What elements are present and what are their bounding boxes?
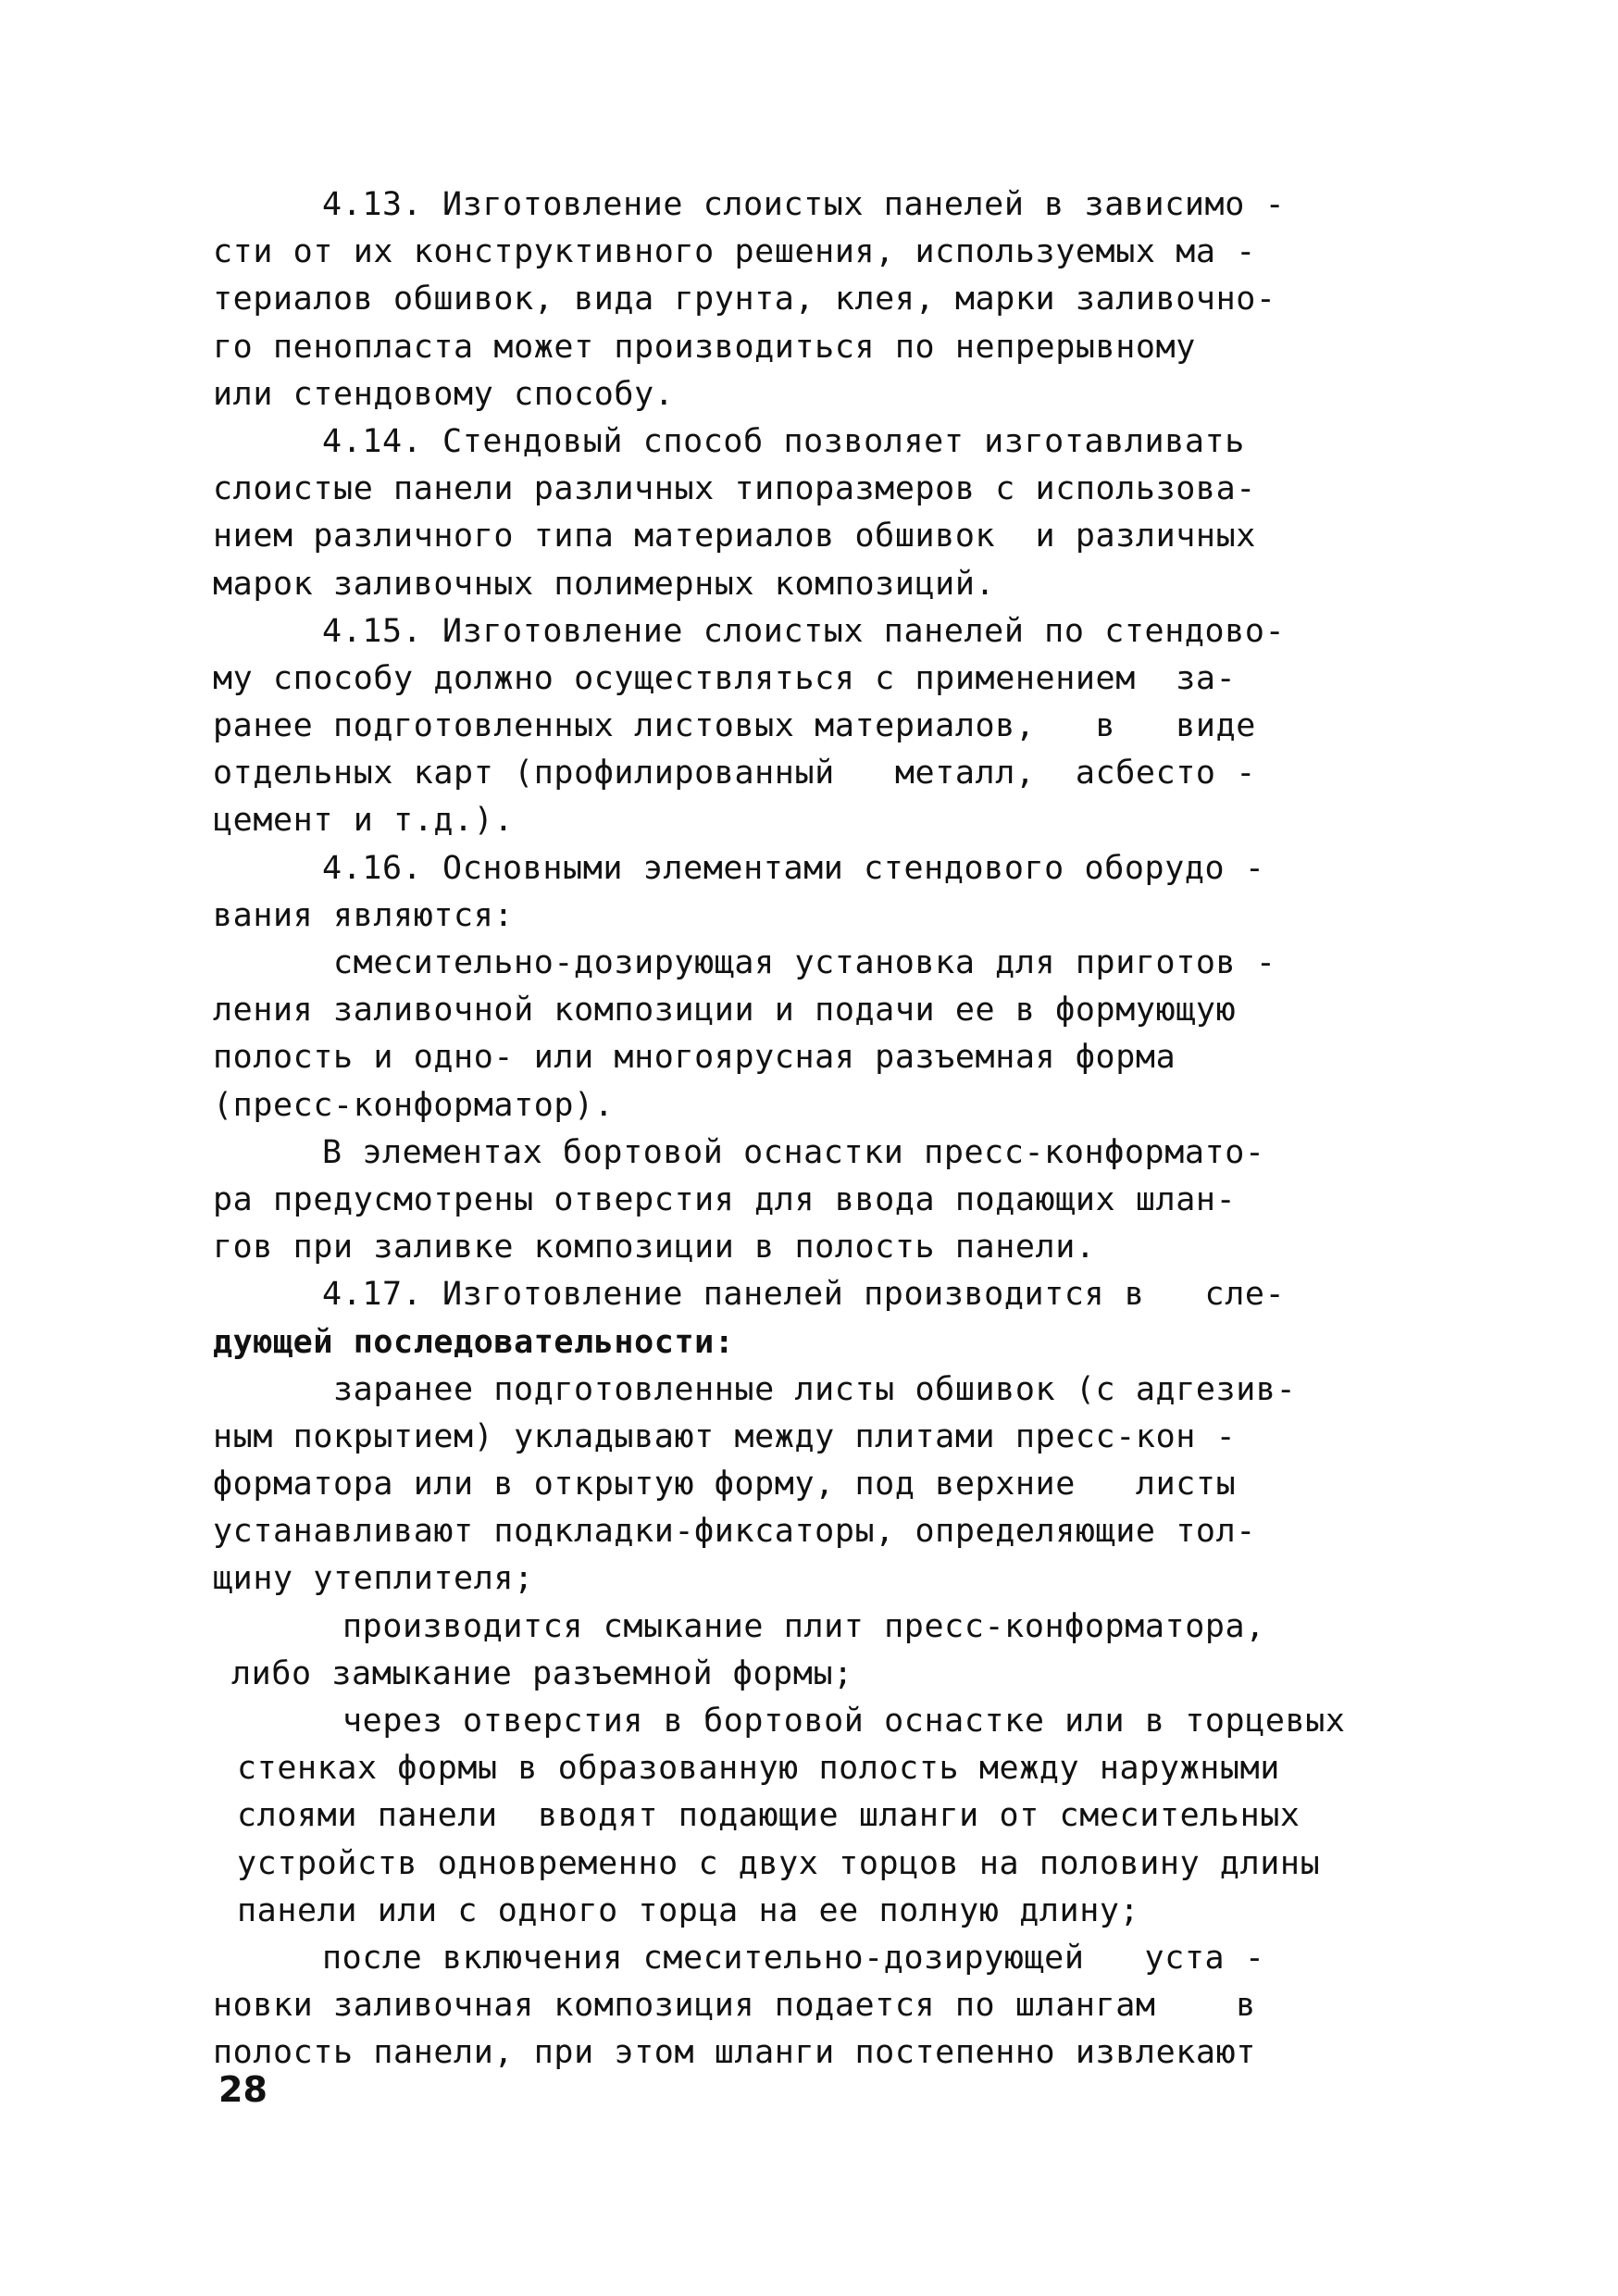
text-line: после включения смесительно-дозирующей уста - <box>322 1939 1265 1977</box>
text-line: нием различного типа материалов обшивок и различных <box>213 518 1256 555</box>
text-line: щину утеплителя; <box>213 1560 534 1598</box>
text-line: панели или с одного торца на ее полную длину; <box>237 1891 1140 1929</box>
text-line: 4.14. Стендовый способ позволяет изготавливать <box>322 422 1245 460</box>
text-line: териалов обшивок, вида грунта, клея, марки заливочно- <box>213 281 1276 318</box>
body-text <box>213 181 1435 2078</box>
text-line: устанавливают подкладки-фиксаторы, определяющие тол- <box>213 1513 1256 1551</box>
text-line: 4.17. Изготовление панелей производится в сле- <box>322 1276 1286 1314</box>
text-line: вания являются: <box>213 896 515 934</box>
text-line: му способу должно осуществляться с применением за- <box>213 659 1237 697</box>
text-line: ра предусмотрены отверстия для ввода подающих шлан- <box>213 1180 1237 1218</box>
text-line: гов при заливке композиции в полость панели. <box>213 1229 1096 1267</box>
text-line: ранее подготовленных листовых материалов, в виде <box>213 707 1256 745</box>
text-line: В элементах бортовой оснастки пресс-конформато- <box>322 1133 1265 1171</box>
text-line: цемент и т.д.). <box>213 802 515 840</box>
text-line: смесительно-дозирующая установка для приготов - <box>333 944 1276 981</box>
text-line: марок заливочных полимерных композиций. <box>213 565 996 603</box>
page-number: 28 <box>218 2069 268 2110</box>
text-line: заранее подготовленные листы обшивок (с адгезив- <box>333 1370 1297 1408</box>
text-line: 4.13. Изготовление слоистых панелей в зависимо - <box>322 186 1286 223</box>
text-line: 4.16. Основными элементами стендового оборудо - <box>322 849 1265 887</box>
text-line: устройств одновременно с двух торцов на половину длины <box>237 1844 1321 1882</box>
text-line: полость панели, при этом шланги постепенно извлекают <box>213 2034 1256 2072</box>
text-line: ным покрытием) укладывают между плитами пресс-кон - <box>213 1417 1237 1455</box>
text-line: дующей последовательности: <box>213 1323 735 1361</box>
text-line: ления заливочной композиции и подачи ее в формующую <box>213 992 1237 1029</box>
text-line: производится смыкание плит пресс-конформатора, <box>342 1607 1265 1645</box>
text-line: стенках формы в образованную полость между наружными <box>237 1750 1280 1788</box>
text-line: го пенопласта может производиться по непрерывному <box>213 328 1196 366</box>
text-line: слоями панели вводят подающие шланги от смесительных <box>237 1797 1301 1835</box>
text-line: через отверстия в бортовой оснастке или в торцевых <box>342 1703 1346 1740</box>
text-line: полость и одно- или многоярусная разъемная форма <box>213 1039 1176 1077</box>
text-line: (пресс-конформатор). <box>213 1086 615 1124</box>
text-line: отдельных карт (профилированный металл, асбесто - <box>213 755 1256 792</box>
text-line: сти от их конструктивного решения, используемых ма - <box>213 233 1256 271</box>
text-line: слоистые панели различных типоразмеров с использова- <box>213 470 1256 508</box>
text-line: или стендовому способу. <box>213 375 675 413</box>
text-line: новки заливочная композиция подается по шлангам в <box>213 1987 1256 2025</box>
text-line: 4.15. Изготовление слоистых панелей по стендово- <box>322 612 1286 650</box>
text-line: либо замыкание разъемной формы; <box>231 1654 853 1692</box>
text-line: форматора или в открытую форму, под верхние листы <box>213 1466 1237 1504</box>
